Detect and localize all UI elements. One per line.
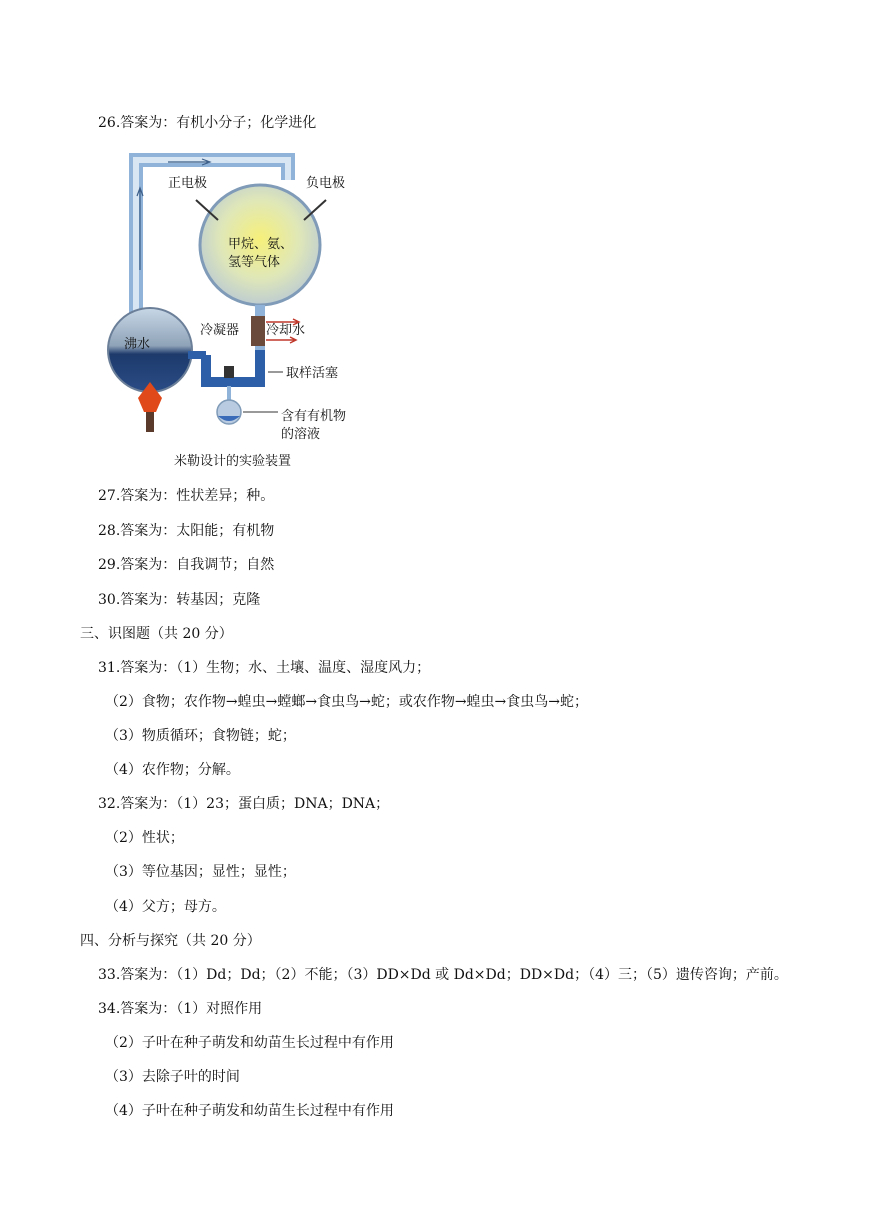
answer-29: 29.答案为：自我调节；自然 <box>98 557 275 573</box>
answer-32-part-4: （4）父方；母方。 <box>105 899 226 915</box>
figure-caption: 米勒设计的实验装置 <box>174 454 292 469</box>
negative-electrode-label: 负电极 <box>306 176 346 191</box>
answer-27: 27.答案为：性状差异；种。 <box>98 488 275 504</box>
answer-26: 26.答案为：有机小分子；化学进化 <box>98 115 317 131</box>
condenser-label: 冷凝器 <box>200 323 240 338</box>
solution-label-line2: 的溶液 <box>281 427 321 442</box>
answer-33: 33.答案为：（1）Dd；Dd；（2）不能；（3）DD×Dd 或 Dd×Dd；DD×Dd；（4）三；（5）遗传咨询；产前。 <box>98 967 788 983</box>
answer-31-part-4: （4）农作物；分解。 <box>105 762 240 778</box>
section-4-heading: 四、分析与探究（共 20 分） <box>80 933 261 949</box>
cooling-water-label: 冷却水 <box>266 323 306 338</box>
solution-label-line1: 含有有机物 <box>281 409 347 424</box>
answer-34-part-3: （3）去除子叶的时间 <box>105 1069 240 1085</box>
sample-valve <box>224 366 234 378</box>
answer-32-part-2: （2）性状； <box>105 830 184 846</box>
miller-apparatus-figure <box>98 150 368 475</box>
condenser <box>251 316 265 346</box>
burner <box>146 412 154 432</box>
answer-31-part-2: （2）食物；农作物→蝗虫→螳螂→食虫鸟→蛇；或农作物→蝗虫→食虫鸟→蛇； <box>105 694 589 710</box>
positive-electrode-label: 正电极 <box>168 176 208 191</box>
section-3-heading: 三、识图题（共 20 分） <box>80 626 233 642</box>
gas-label-line1: 甲烷、氨、 <box>228 237 294 252</box>
boiling-water-label: 沸水 <box>124 337 151 352</box>
answer-28: 28.答案为：太阳能；有机物 <box>98 523 275 539</box>
answer-34-part-4: （4）子叶在种子萌发和幼苗生长过程中有作用 <box>105 1103 394 1119</box>
answer-34-part-2: （2）子叶在种子萌发和幼苗生长过程中有作用 <box>105 1035 394 1051</box>
answer-31: 31.答案为：（1）生物；水、土壤、温度、湿度风力； <box>98 660 431 676</box>
answer-31-part-3: （3）物质循环；食物链；蛇； <box>105 728 296 744</box>
sample-valve-label: 取样活塞 <box>286 366 339 381</box>
answer-32: 32.答案为：（1）23；蛋白质；DNA；DNA； <box>98 796 390 812</box>
gas-label-line2: 氢等气体 <box>228 255 281 270</box>
answer-30: 30.答案为：转基因；克隆 <box>98 592 261 608</box>
answer-34: 34.答案为：（1）对照作用 <box>98 1001 263 1017</box>
answer-32-part-3: （3）等位基因；显性；显性； <box>105 864 296 880</box>
